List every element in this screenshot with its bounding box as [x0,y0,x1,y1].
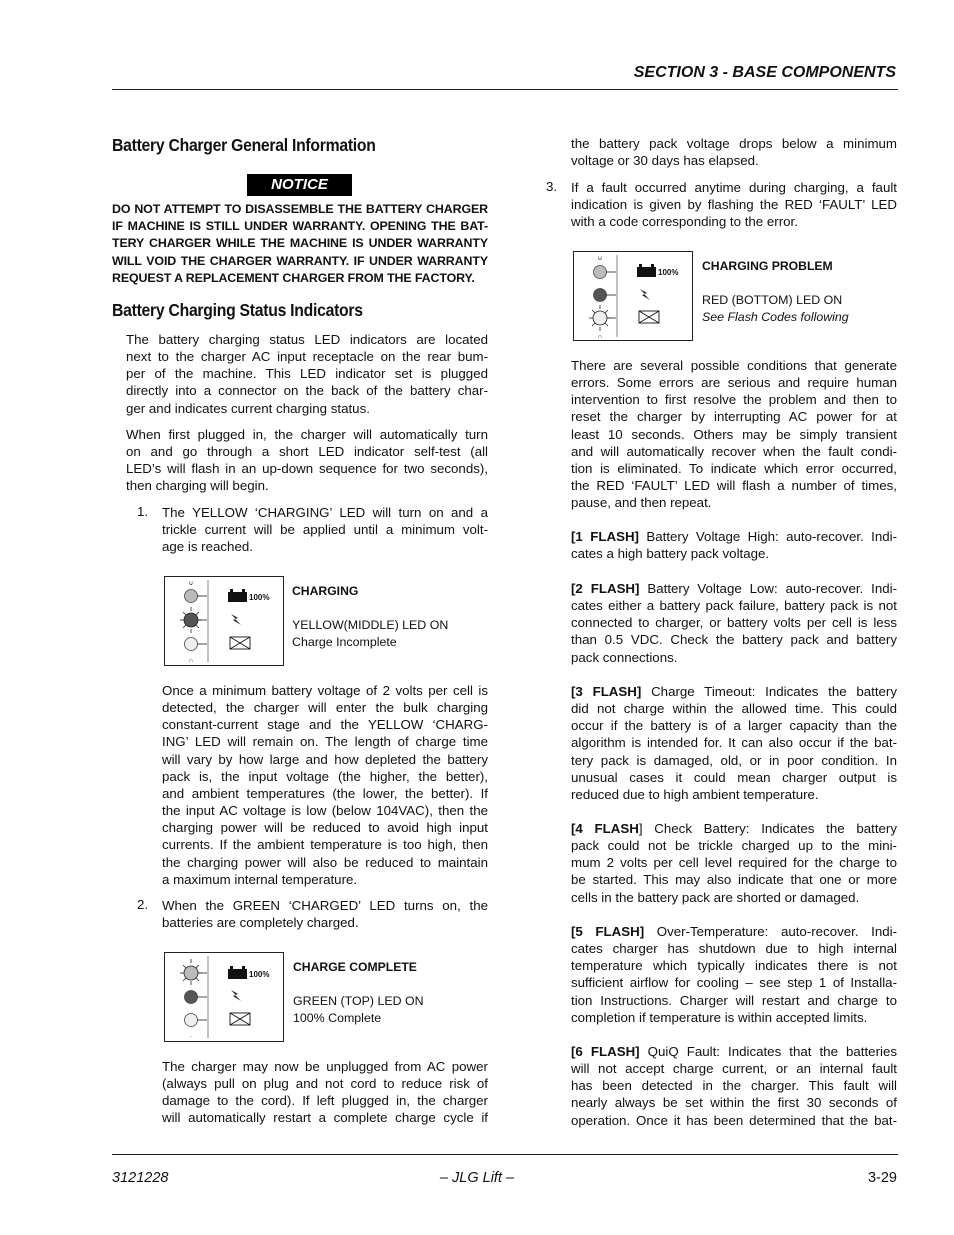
text-line: did not charge within the allowed time. This could [571,701,897,717]
text-line: pack connections. [571,649,678,665]
text-line: cates a high battery pack voltage. [571,546,770,562]
text-line: [1 FLASH] Battery Voltage High: auto-recover. Indi- [571,529,897,544]
text-line: nearly always be set within the first 30 seconds of [571,1095,897,1111]
led-panel-problem-icon [574,252,692,340]
list-item-2-text [162,897,488,931]
footer-center: – JLG Lift – [439,1170,515,1186]
text-line: tion Instructions. Charger will restart and charge to [571,992,897,1008]
led-diagram-charging [164,576,284,666]
text-line: reduced due to high ambient temperature. [571,786,819,802]
list-item-3-text [571,179,897,230]
text-line: the input AC voltage is low (below 104VAC), then the [162,803,488,819]
notice-line: TERY CHARGER WHILE THE MACHINE IS UNDER WARRANTY [112,236,488,251]
text-line: has been detected in the charger. This fault will [571,1078,897,1094]
text-line: indication is given by flashing the RED ‘FAULT’ LED [571,197,897,213]
text-line: [6 FLASH] QuiQ Fault: Indicates that the batteries [571,1044,897,1059]
text-line: unusual cases it could mean charger output is [571,769,897,785]
text-line: tery pack is damaged, old, or in poor condition. In [571,752,897,768]
text-line: a maximum internal temperature. [162,871,358,887]
notice-text [112,201,488,287]
text-line: If a fault occurred anytime during charging, a fault [571,180,897,195]
text-line: tion is eliminated. To indicate which error occurred, [571,460,897,476]
text-line: the battery pack voltage drops below a minimum [571,136,897,151]
text-line: The YELLOW ‘CHARGING’ LED will turn on and a [162,505,488,520]
caption-line: See Flash Codes following [702,310,849,324]
notice-badge: NOTICE [247,174,352,196]
caption-line: GREEN (TOP) LED ON [293,994,424,1008]
flash-code-label: [4 FLASH [571,821,639,836]
flash-code-6 [571,1043,897,1129]
text-line: per of the machine. This LED indicator set is plugged [126,366,488,382]
text-line: When first plugged in, the charger will automatically turn [126,427,488,442]
text-line: on and go through a short LED indicator self-test (all [126,444,488,460]
text-line: completion if temperature is within accepted limits. [571,1009,868,1025]
text-line: will automatically restart a complete charge cycle if [162,1110,488,1126]
list-item-1-continuation [162,682,488,888]
text-line: errors. Some errors are serious and require human [571,375,897,391]
flash-code-4 [571,820,897,906]
text-line: sufficient airflow for cooling – see step 1 of Installa- [571,975,897,991]
flash-code-2 [571,580,897,666]
text-line: be started. This may also indicate that one or more [571,872,897,888]
text-line: temperature which typically indicates there is not [571,958,897,974]
text-line: [2 FLASH] Battery Voltage Low: auto-recover. Indi- [571,581,897,596]
footer-rule [112,1154,898,1155]
diagram-caption-complete [293,959,424,1027]
text-line: ger and indicates current charging status. [126,400,370,416]
text-line: voltage or 30 days has elapsed. [571,153,759,169]
paragraph-self-test [126,426,488,495]
text-line: currents. If the ambient temperature is too high, then [162,837,488,853]
flash-code-label: [1 FLASH] [571,529,639,544]
flash-code-label: [6 FLASH] [571,1044,640,1059]
text-line: LED’s will flash in an up-down sequence for two seconds), [126,461,488,477]
flash-code-1 [571,528,897,562]
section-title: SECTION 3 - BASE COMPONENTS [633,64,896,81]
paragraph-errors [571,357,897,511]
header-rule [112,89,898,90]
text-line: operation. Once it has been determined that the bat- [571,1112,897,1128]
led-diagram-charge-complete [164,952,284,1042]
text-line: batteries are completely charged. [162,915,359,931]
flash-code-label: [3 FLASH] [571,684,642,699]
text-line: next to the charger AC input receptacle on the rear bum- [126,349,488,365]
flash-code-3 [571,683,897,803]
text-line: connected to charger, or battery volts per cell is less [571,615,897,631]
led-diagram-charging-problem [573,251,693,341]
text-line: reset the charger by interrupting AC power for at [571,409,897,425]
text-line: than 0.5 VDC. Check the battery pack and battery [571,632,897,648]
text-line: Once a minimum battery voltage of 2 volts per cell is [162,683,488,698]
caption-line: YELLOW(MIDDLE) LED ON [292,618,449,632]
heading-general-info: Battery Charger General Information [112,135,376,155]
text-line: directly into a connector on the back of the battery char- [126,383,488,399]
caption-line: 100% Complete [293,1011,382,1025]
text-line: the RED ‘FAULT’ LED will flash a number of times, [571,478,897,494]
svg-text:∙: ∙ [190,1034,192,1040]
text-line: occur if the battery is of a larger capacity than the [571,718,897,734]
caption-line: Charge Incomplete [292,635,397,649]
notice-line: IF MACHINE IS STILL UNDER WARRANTY. OPENING THE BAT- [112,219,488,234]
text-line: cates charger has shutdown due to high internal [571,941,897,957]
text-line: charging power will be reduced to avoid high input [162,820,488,836]
text-line: pause, and then repeat. [571,495,712,511]
text-line: cates either a battery pack failure, battery pack is not [571,598,897,614]
text-line: (always pull on plug and not cord to reduce risk of [162,1076,488,1092]
notice-line: REQUEST A REPLACEMENT CHARGER FROM THE FACTORY. [112,270,475,285]
percent-label: 100% [249,970,270,979]
text-line: will not accept charge current, or an internal fault [571,1061,897,1077]
percent-label: 100% [249,593,270,602]
text-line: intervention to first resolve the problem and then to [571,392,897,408]
text-line: pack could not be trickle charged up to the mini- [571,838,897,854]
footer-doc-number: 3121228 [112,1170,169,1186]
text-line: constant-current stage and the YELLOW ‘CHARG- [162,717,488,733]
text-line: pack is, the input voltage (the higher, the better), [162,768,488,784]
text-line: and will automatically recover when the fault condi- [571,443,897,459]
led-panel-charging-icon [165,577,283,665]
list-item-1-text [162,504,488,555]
text-line: detected, the charger will enter the bulk charging [162,700,488,716]
text-line: trickle current will be applied until a minimum volt- [162,522,488,538]
diagram-caption-charging [292,583,448,651]
right-continuation [571,135,897,169]
text-line: cells in the battery pack are shorted or damaged. [571,889,860,905]
text-line: the charging power will also be reduced to maintain [162,854,488,870]
list-number-2: 2. [137,897,149,912]
text-line: [5 FLASH] Over-Temperature: auto-recover. Indi- [571,924,897,939]
flash-code-5 [571,923,897,1026]
text-line: algorithm is intended for. It can also occur if the bat- [571,735,897,751]
paragraph-intro [126,331,488,417]
text-line: The charger may now be unplugged from AC power [162,1059,488,1074]
text-line: [3 FLASH] Charge Timeout: Indicates the battery [571,684,897,699]
text-line: mum 2 volts per cell level required for the charge to [571,855,897,871]
text-line: The battery charging status LED indicators are located [126,332,488,347]
percent-label: 100% [658,268,679,277]
text-line: will vary by how large and how depleted the battery [162,751,488,767]
text-line: least 10 seconds. Others may be simply transient [571,426,897,442]
footer-page-number: 3-29 [867,1170,897,1186]
flash-code-label: [5 FLASH] [571,924,645,939]
led-panel-complete-icon [165,953,283,1041]
text-line: age is reached. [162,539,253,555]
caption-title: CHARGE COMPLETE [293,960,417,974]
text-line: and ambient temperatures (the lower, the better). If [162,785,488,801]
caption-title: CHARGING [292,584,359,598]
text-line: When the GREEN ‘CHARGED’ LED turns on, the [162,898,488,913]
svg-text:∪: ∪ [597,256,603,262]
list-number-3: 3. [546,179,558,194]
svg-text:∩: ∩ [597,334,603,340]
text-line: damage to the cord). If left plugged in, the charger [162,1093,488,1109]
flash-code-label: [2 FLASH] [571,581,640,596]
caption-line: RED (BOTTOM) LED ON [702,293,843,307]
list-number-1: 1. [137,504,149,519]
notice-line: DO NOT ATTEMPT TO DISASSEMBLE THE BATTERY CHARGER [112,202,488,216]
svg-text:∪: ∪ [188,581,194,587]
caption-title: CHARGING PROBLEM [702,259,833,273]
text-line: with a code corresponding to the error. [571,214,798,230]
heading-status-indicators: Battery Charging Status Indicators [112,300,363,320]
text-line: There are several possible conditions that generate [571,358,897,373]
text-line: ING’ LED will remain on. The length of charge time [162,734,488,750]
notice-line: WILL VOID THE CHARGER WARRANTY. IF UNDER WARRANTY [112,253,488,268]
list-item-2-continuation [162,1058,488,1127]
diagram-caption-problem [702,258,849,326]
svg-text:∩: ∩ [188,658,194,664]
text-line: [4 FLASH] Check Battery: Indicates the battery [571,821,897,836]
text-line: then charging will begin. [126,478,269,494]
